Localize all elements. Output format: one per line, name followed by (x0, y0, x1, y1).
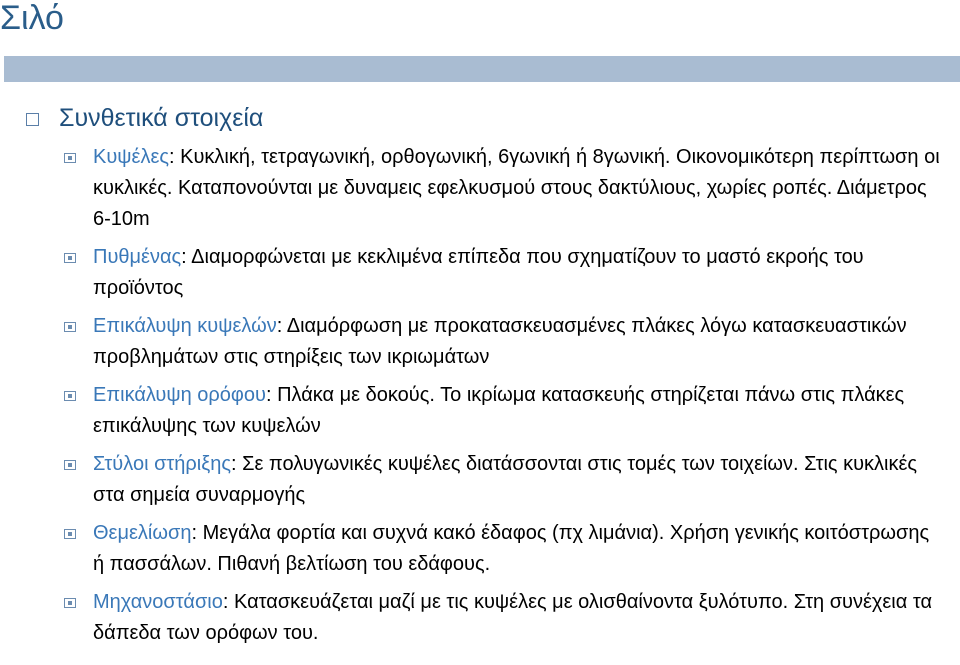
list-item: Επικάλυψη ορόφου: Πλάκα με δοκούς. Το ικρίωμα κατασκευής στηρίζεται πάνω στις πλάκες επικάλυψης των κυψελών (62, 380, 942, 442)
item-text: Μεγάλα φορτία και συχνά κακό έδαφος (πχ λιμάνια). Χρήση γενικής κοιτόστρωσης ή πασσάλων. Πιθανή βελτίωση του εδάφους. (93, 522, 930, 575)
bullet-icon (64, 460, 76, 470)
item-text: Κατασκευάζεται μαζί με τις κυψέλες με ολισθαίνοντα ξυλότυπο. Στη συνέχεια τα δάπεδα των ορόφων του. (93, 591, 933, 644)
item-text: Σε πολυγωνικές κυψέλες διατάσσονται στις τομές των τοιχείων. Στις κυκλικές στα σημεία συναρμογής (93, 453, 918, 506)
list-item: Επικάλυψη κυψελών: Διαμόρφωση με προκατασκευασμένες πλάκες λόγω κατασκευαστικών προβλημάτων στις στηρίξεις των ικριωμάτων (62, 311, 942, 373)
list-item: Πυθμένας: Διαμορφώνεται με κεκλιμένα επίπεδα που σχηματίζουν το μαστό εκροής του προϊόντος (62, 242, 942, 304)
item-term: Θεμελίωση (93, 522, 192, 544)
list-item: Θεμελίωση: Μεγάλα φορτία και συχνά κακό έδαφος (πχ λιμάνια). Χρήση γενικής κοιτόστρωσης ή πασσάλων. Πιθανή βελτίωση του εδάφους. (62, 518, 942, 580)
item-term: Μηχανοστάσιο (93, 591, 223, 613)
item-term: Επικάλυψη κυψελών (93, 315, 277, 337)
item-term: Κυψέλες (93, 146, 170, 168)
section-heading-text: Συνθετικά στοιχεία (59, 103, 264, 132)
title-underline-bar (4, 56, 960, 82)
bullet-icon (64, 598, 76, 608)
item-term: Επικάλυψη ορόφου (93, 384, 266, 406)
item-text: Διαμόρφωση με προκατασκευασμένες πλάκες λόγω κατασκευαστικών προβλημάτων στις στηρίξεις των ικριωμάτων (93, 315, 907, 368)
bullet-icon (64, 529, 76, 539)
bullet-icon (64, 253, 76, 263)
item-text: Διαμορφώνεται με κεκλιμένα επίπεδα που σχηματίζουν το μαστό εκροής του προϊόντος (93, 246, 864, 299)
bullet-icon (64, 391, 76, 401)
bullet-icon (64, 322, 76, 332)
item-text: Κυκλική, τετραγωνική, ορθογωνική, 6γωνική ή 8γωνική. Οικονομικότερη περίπτωση οι κυκλικές. Καταπονούνται με δυναμεις εφελκυσμού στους δακτύλιους, χωρίες ροπές. Διάμετρος 6-10m (93, 146, 940, 230)
section-heading (26, 101, 263, 135)
bullet-list (62, 142, 942, 656)
list-item: Στύλοι στήριξης: Σε πολυγωνικές κυψέλες διατάσσονται στις τομές των τοιχείων. Στις κυκλικές στα σημεία συναρμογής (62, 449, 942, 511)
list-item: Μηχανοστάσιο: Κατασκευάζεται μαζί με τις κυψέλες με ολισθαίνοντα ξυλότυπο. Στη συνέχεια τα δάπεδα των ορόφων του. (62, 587, 942, 649)
item-term: Πυθμένας (93, 246, 182, 268)
list-item: Κυψέλες: Κυκλική, τετραγωνική, ορθογωνική, 6γωνική ή 8γωνική. Οικονομικότερη περίπτωση οι κυκλικές. Καταπονούνται με δυναμεις εφελκυσμού στους δακτύλιους, χωρίες ροπές. Διάμετρος 6-10m (62, 142, 942, 235)
bullet-icon (64, 153, 76, 163)
slide-title: Σιλό (0, 0, 64, 37)
square-bullet-icon (26, 113, 39, 126)
item-term: Στύλοι στήριξης (93, 453, 231, 475)
item-text: Πλάκα με δοκούς. Το ικρίωμα κατασκευής στηρίζεται πάνω στις πλάκες επικάλυψης των κυψελών (93, 384, 905, 437)
